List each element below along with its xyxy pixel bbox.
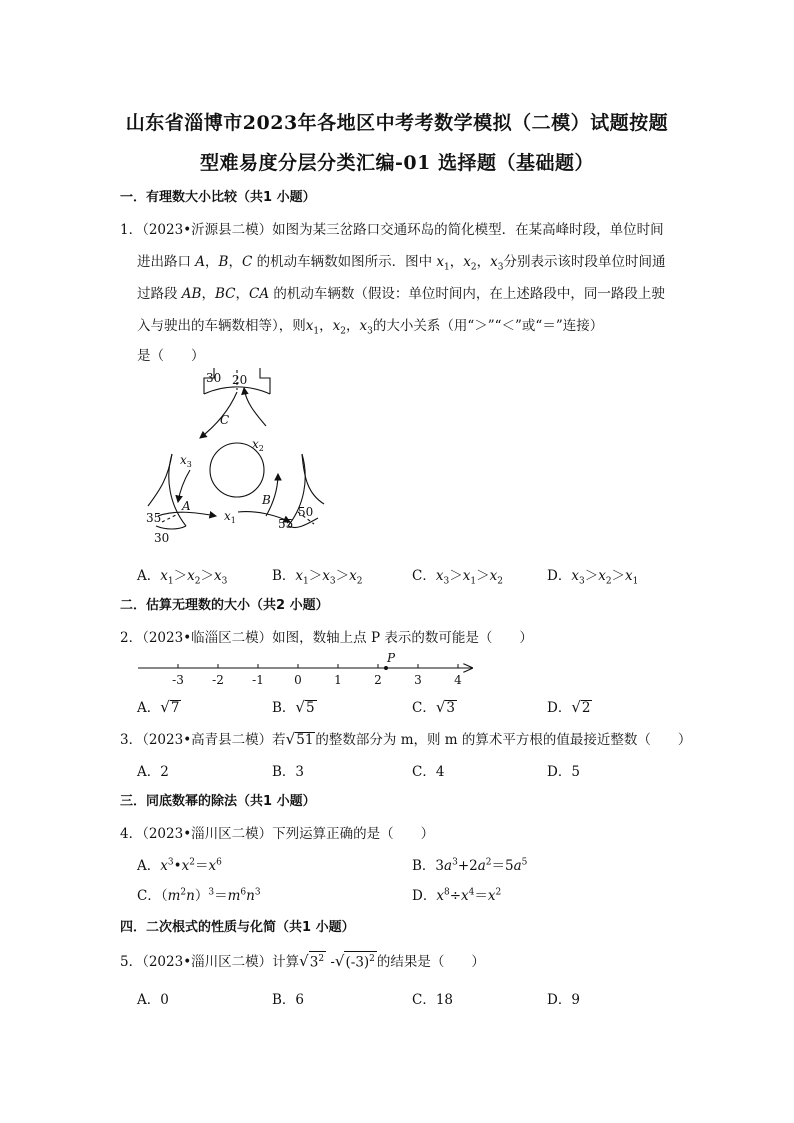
q3-text: 的整数部分为 m，则 m 的算术平方根的值最接近整数（ ） <box>315 732 692 748</box>
q1-option-b[interactable]: B．$x_1>x_3>x_2$ <box>272 568 363 587</box>
q1-option-a[interactable]: A．$x_1>x_2>x_3$ <box>137 568 228 587</box>
q3-option-a[interactable]: A．2 <box>137 764 169 780</box>
number-line-tick-label: 3 <box>414 673 422 687</box>
q2-option-c-value: 3 <box>446 700 455 716</box>
q4-option-c[interactable]: C．$(m^2n)^3=m^6n^3$ <box>137 887 261 904</box>
q3-number: 3． <box>120 732 143 748</box>
q2-option-c[interactable]: C．√3 <box>412 698 455 716</box>
q2-number: 2． <box>120 630 143 646</box>
q1-text-1: 如图为某三岔路口交通环岛的简化模型．在某高峰时段，单位时间 <box>272 222 664 238</box>
q2-option-b-value: 5 <box>305 700 315 716</box>
q4-text: 下列运算正确的是（ ） <box>272 826 435 842</box>
q5-option-a[interactable]: A．0 <box>137 992 169 1008</box>
q2-option-b-letter: B． <box>272 700 296 716</box>
label-x1: $x_1$ <box>224 509 236 525</box>
label-b: B <box>262 493 271 507</box>
number-line-tick-label: -2 <box>212 673 224 687</box>
q3-option-d[interactable]: D．5 <box>547 764 580 780</box>
q1-line5: 是（ ） <box>137 348 205 364</box>
point-p-label: P <box>387 651 396 665</box>
q2-option-d[interactable]: D．√2 <box>547 698 591 716</box>
number-line-figure <box>138 646 478 688</box>
label-top-out: 20 <box>232 373 248 387</box>
inner-island <box>210 443 264 497</box>
q5-option-d[interactable]: D．9 <box>547 992 580 1008</box>
q1-text-3a: 过路段 <box>137 286 178 302</box>
point-p <box>384 666 388 670</box>
number-line-tick-label: 2 <box>374 673 382 687</box>
q1-text-4a: 入与驶出的车辆数相等），则 <box>137 318 306 334</box>
q1-text-2b: 的机动车辆数如图所示．图中 <box>256 254 433 270</box>
q5-option-c[interactable]: C．18 <box>412 992 454 1008</box>
q1-option-c[interactable]: C．$x_3>x_1>x_2$ <box>412 568 503 587</box>
q1-option-c-letter: C． <box>412 568 436 584</box>
q1-option-b-letter: B． <box>272 568 296 584</box>
section-heading-4: 四．二次根式的性质与化简（共1 小题） <box>120 920 355 935</box>
q2-option-b[interactable]: B．√5 <box>272 698 315 716</box>
number-line-tick-label: -1 <box>252 673 264 687</box>
q4-option-a[interactable]: A．$x^3•x^2=x^6$ <box>137 857 222 874</box>
traffic-roundabout-figure <box>138 366 328 548</box>
q3-pre: 若 <box>272 732 286 748</box>
q3-line1: 3．（2023•高青县二模）若√51 的整数部分为 m，则 m 的算术平方根的值最接近整数（ ） <box>120 730 692 748</box>
q5-source: （2023•淄川区二模） <box>142 954 273 970</box>
q3-radicand: 51 <box>296 732 314 748</box>
q4-option-d[interactable]: D．$x^8\div x^4=x^2$ <box>412 887 502 904</box>
q2-option-a-value: 7 <box>170 700 180 716</box>
arrow-c-in <box>200 392 237 438</box>
q1-text-2c: 分别表示该时段单位时间通 <box>503 254 666 270</box>
label-left-out: 35 <box>146 511 162 525</box>
q3-option-b[interactable]: B．3 <box>272 764 305 780</box>
q1-text-3b: 的机动车辆数（假设：单位时间内，在上述路段中，同一路段上驶 <box>273 286 665 302</box>
section-heading-1: 一．有理数大小比较（共1 小题） <box>120 190 316 205</box>
q4-option-b-letter: B． <box>412 858 436 874</box>
q2-option-a[interactable]: A．√7 <box>137 698 180 716</box>
q1-number: 1． <box>120 222 143 238</box>
q5-option-b[interactable]: B．6 <box>272 992 305 1008</box>
q4-option-a-letter: A． <box>137 858 161 874</box>
q2-option-c-letter: C． <box>412 700 436 716</box>
q4-option-b[interactable]: B．$3a^3+2a^2=5a^5$ <box>412 857 528 874</box>
q4-source: （2023•淄川区二模） <box>142 826 273 842</box>
q3-option-c[interactable]: C．4 <box>412 764 445 780</box>
label-x2: $x_2$ <box>252 437 264 453</box>
number-line-tick-label: 4 <box>454 673 462 687</box>
q2-source: （2023•临淄区二模） <box>142 630 273 646</box>
q1-line4: 入与驶出的车辆数相等），则$x_1$，$x_2$，$x_3$的大小关系（用“＞”“＜”或“＝”连接） <box>137 318 604 337</box>
label-right-out: 55 <box>278 517 294 531</box>
section-heading-3: 三．同底数幂的除法（共1 小题） <box>120 794 316 809</box>
label-a: A <box>182 499 191 513</box>
q2-text: 如图，数轴上点 P 表示的数可能是（ ） <box>272 630 533 646</box>
label-x3: $x_3$ <box>180 453 192 469</box>
number-line-tick-label: 1 <box>334 673 342 687</box>
q5-pre: 计算 <box>272 954 300 970</box>
q4-line1 <box>120 822 434 842</box>
q1-source: （2023•沂源县二模） <box>142 222 273 238</box>
document-title-line1: 山东省淄博市2023年各地区中考考数学模拟（二模）试题按题 <box>125 112 669 134</box>
q4-option-c-letter: C． <box>137 888 161 904</box>
number-line-tick-label: -3 <box>172 673 184 687</box>
q5-post: 的结果是（ ） <box>376 954 485 970</box>
q1-option-d-letter: D． <box>547 568 572 584</box>
q1-text-2a: 进出路口 <box>137 254 191 270</box>
label-right-in: 50 <box>298 505 314 519</box>
q2-option-d-letter: D． <box>547 700 572 716</box>
q1-option-a-letter: A． <box>137 568 161 584</box>
q4-number: 4． <box>120 826 143 842</box>
label-c: C <box>220 413 230 427</box>
q1-line1 <box>120 218 664 238</box>
label-top-in: 30 <box>206 371 222 385</box>
q3-source: （2023•高青县二模） <box>142 732 273 748</box>
number-line-tick-label: 0 <box>294 673 302 687</box>
q2-option-d-value: 2 <box>581 700 591 716</box>
q1-text-4b: 的大小关系（用“＞”“＜”或“＝”连接） <box>372 318 604 334</box>
q4-option-d-letter: D． <box>412 888 437 904</box>
q5-number: 5． <box>120 954 143 970</box>
q1-option-d[interactable]: D．$x_3>x_2>x_1$ <box>547 568 639 587</box>
q2-line1 <box>120 626 533 646</box>
q1-line3: 过路段 AB，BC，CA 的机动车辆数（假设：单位时间内，在上述路段中，同一路段上驶 <box>137 286 665 302</box>
label-left-in: 30 <box>154 531 170 545</box>
section-heading-2: 二．估算无理数的大小（共2 小题） <box>120 598 329 613</box>
q5-line1: 5．（2023•淄川区二模）计算$√3^2$ $-√(-3)^2$ 的结果是（ ） <box>120 952 485 970</box>
document-title-line2: 型难易度分层分类汇编-01 选择题（基础题） <box>200 152 594 174</box>
arrow-a-out <box>178 470 190 502</box>
q2-option-a-letter: A． <box>137 700 161 716</box>
q1-line2: 进出路口 A，B，C 的机动车辆数如图所示．图中 $x_1$，$x_2$，$x_3$分别表示该时段单位时间通 <box>137 254 666 273</box>
arrow-c-out <box>244 388 266 426</box>
